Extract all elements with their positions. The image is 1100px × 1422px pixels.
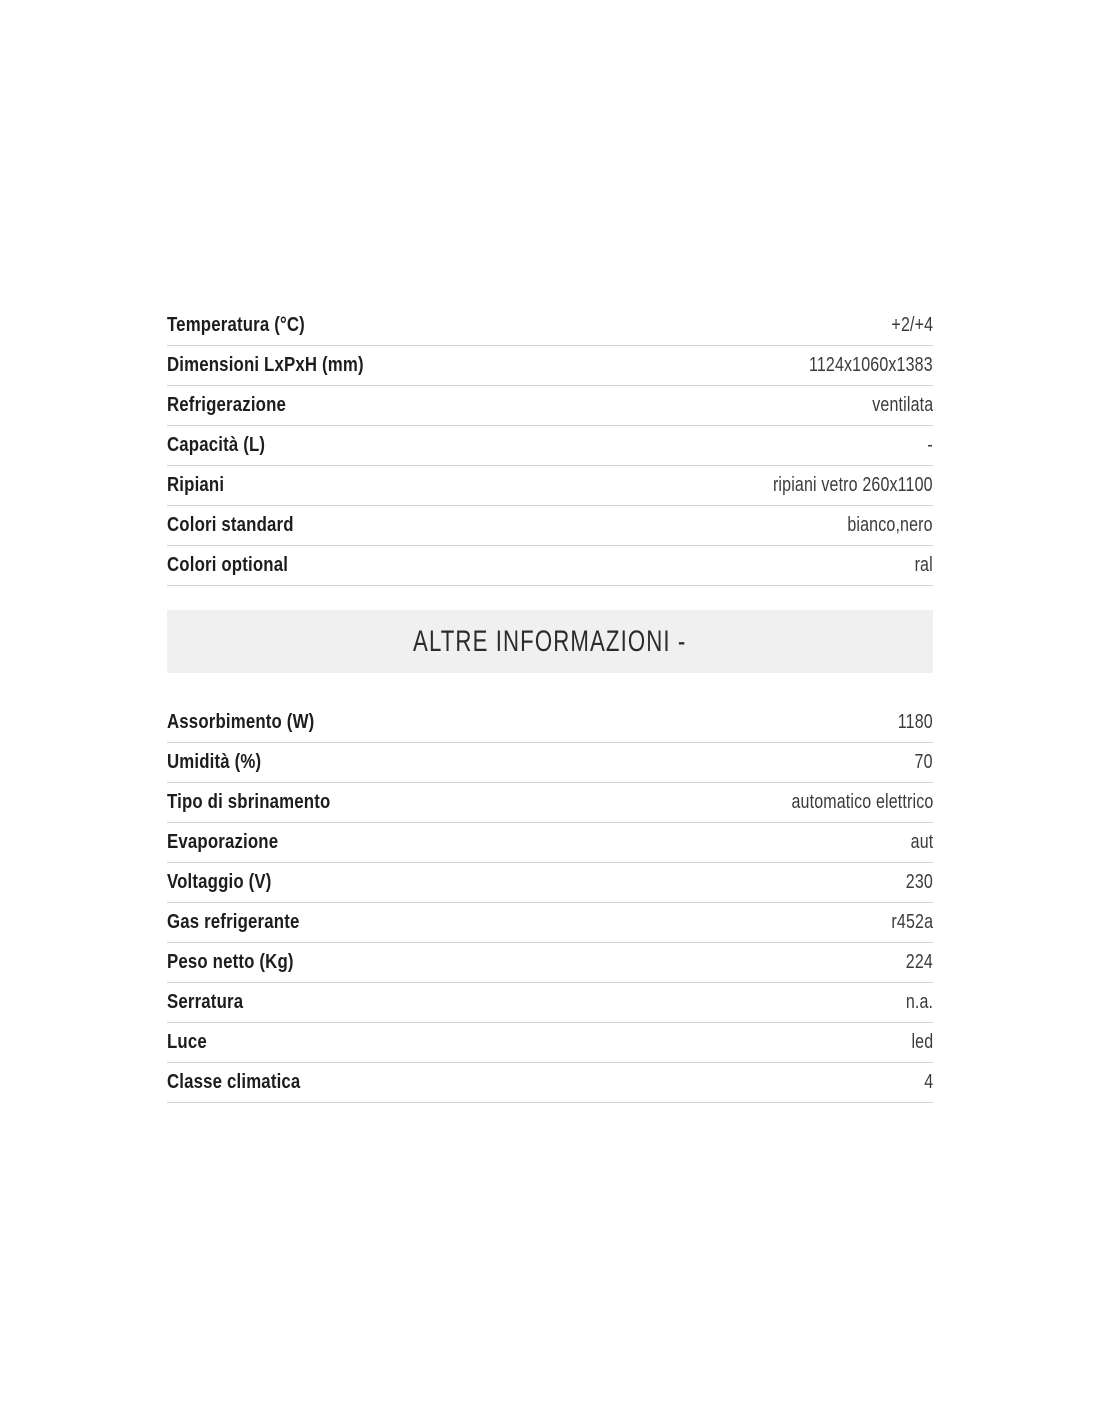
spec-value: ventilata [871, 394, 933, 416]
spec-label: Tipo di sbrinamento [167, 791, 331, 813]
spec-row [167, 346, 933, 386]
section-header-title: ALTRE INFORMAZIONI - [413, 624, 687, 658]
spec-row [167, 703, 933, 743]
spec-label: Dimensioni LxPxH (mm) [167, 354, 364, 376]
spec-row [167, 386, 933, 426]
spec-row [167, 1023, 933, 1063]
spec-value: 1124x1060x1383 [809, 354, 933, 376]
spec-value: 70 [914, 751, 933, 773]
spec-value: aut [910, 831, 933, 853]
spec-label: Capacità (L) [167, 434, 266, 456]
spec-value: ripiani vetro 260x1100 [773, 474, 933, 496]
spec-row [167, 506, 933, 546]
spec-label: Assorbimento (W) [167, 711, 315, 733]
spec-label: Temperatura (°C) [167, 314, 305, 336]
spec-value: bianco,nero [847, 514, 933, 536]
spec-value: 230 [905, 871, 933, 893]
spec-value: - [927, 434, 933, 456]
spec-row [167, 903, 933, 943]
spec-row [167, 1063, 933, 1103]
spec-row [167, 943, 933, 983]
spec-label: Umidità (%) [167, 751, 262, 773]
spec-value: r452a [891, 911, 933, 933]
spec-row [167, 863, 933, 903]
spec-row [167, 546, 933, 586]
spec-row [167, 983, 933, 1023]
spec-row [167, 306, 933, 346]
spec-label: Refrigerazione [167, 394, 287, 416]
spec-label: Serratura [167, 991, 244, 1013]
spec-value: n.a. [905, 991, 933, 1013]
spec-row [167, 466, 933, 506]
spec-label: Classe climatica [167, 1071, 301, 1093]
spec-table-other-info [167, 703, 933, 1103]
section-header-banner [167, 610, 933, 673]
spec-value: 224 [905, 951, 933, 973]
product-spec-section [167, 306, 933, 1103]
spec-table-main [167, 306, 933, 586]
spec-row [167, 783, 933, 823]
spec-row [167, 823, 933, 863]
spec-value: 4 [923, 1071, 933, 1093]
spec-row [167, 743, 933, 783]
spec-label: Colori optional [167, 554, 289, 576]
spec-label: Evaporazione [167, 831, 279, 853]
spec-label: Ripiani [167, 474, 225, 496]
spec-label: Voltaggio (V) [167, 871, 272, 893]
spec-label: Luce [167, 1031, 207, 1053]
spec-value: +2/+4 [891, 314, 933, 336]
spec-value: ral [914, 554, 933, 576]
spec-label: Gas refrigerante [167, 911, 300, 933]
spec-row [167, 426, 933, 466]
spec-label: Colori standard [167, 514, 294, 536]
spec-value: automatico elettrico [791, 791, 933, 813]
spec-value: 1180 [897, 711, 933, 733]
spec-value: led [911, 1031, 933, 1053]
spec-label: Peso netto (Kg) [167, 951, 294, 973]
